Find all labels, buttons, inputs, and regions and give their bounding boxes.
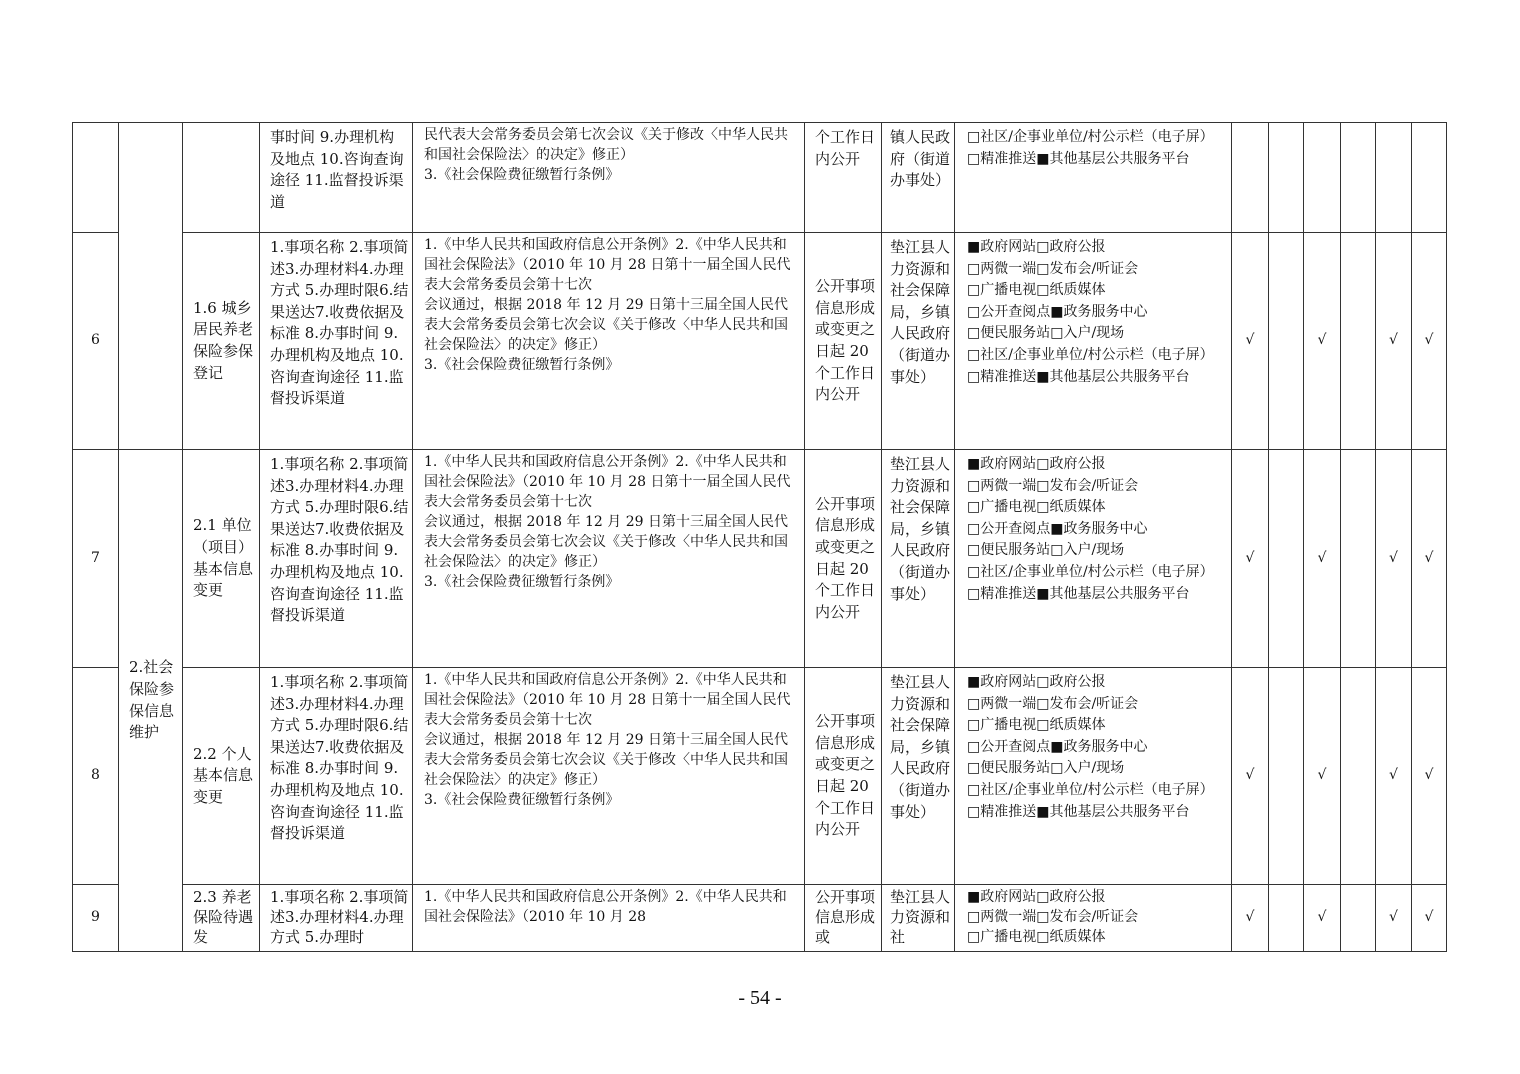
channel-line: □广播电视□纸质媒体 — [967, 717, 1106, 734]
tick-cell — [1341, 885, 1376, 952]
channel-line: □精准推送■其他基层公共服务平台 — [967, 150, 1190, 167]
tick-cell: √ — [1304, 668, 1341, 885]
basis-line: 会议通过，根据 2018 年 12 月 29 日第十三届全国人民代表大会常务委员会第七次会议《关于修改〈中华人民共和国社会保险法〉的决定》修正） — [424, 297, 788, 353]
disclosure-content: 1.事项名称 2.事项简述3.办理材料4.办理方式 5.办理时限6.结果送达7.收费依据及标准 8.办事时间 9.办理机构及地点 10.咨询查询途径 11.监督投诉渠道 — [260, 450, 413, 668]
tick-cell — [1304, 123, 1341, 233]
tick-cell — [1341, 668, 1376, 885]
disclosure-content: 1.事项名称 2.事项简述3.办理材料4.办理方式 5.办理时限6.结果送达7.收费依据及标准 8.办事时间 9.办理机构及地点 10.咨询查询途径 11.监督投诉渠道 — [260, 668, 413, 885]
channel-line: □社区/企事业单位/村公示栏（电子屏） — [967, 129, 1214, 145]
channel-line: □精准推送■其他基层公共服务平台 — [967, 585, 1190, 602]
disclosure-time: 个工作日内公开 — [805, 123, 882, 233]
disclosure-channels — [955, 885, 1232, 952]
tick-cell: √ — [1232, 668, 1269, 885]
channel-line: □精准推送■其他基层公共服务平台 — [967, 368, 1190, 385]
disclosure-time: 公开事项信息形成或 — [805, 885, 882, 952]
category-group: 2.社会保险参保信息维护 — [119, 450, 183, 952]
channel-line: □两微一端□发布会/听证会 — [967, 909, 1139, 925]
tick-cell — [1376, 123, 1412, 233]
disclosure-channels — [955, 450, 1232, 668]
page-number: - 54 - — [738, 987, 782, 1009]
disclosure-basis — [413, 123, 805, 233]
channel-line: □广播电视□纸质媒体 — [967, 499, 1106, 516]
basis-line: 1.《中华人民共和国政府信息公开条例》2.《中华人民共和国社会保险法》（2010 年 10 月 28 日第十一届全国人民代表大会常务委员会第十七次 — [424, 237, 791, 293]
basis-line: 1.《中华人民共和国政府信息公开条例》2.《中华人民共和国社会保险法》（2010 年 10 月 28 日第十一届全国人民代表大会常务委员会第十七次 — [424, 454, 791, 510]
basis-line: 1.《中华人民共和国政府信息公开条例》2.《中华人民共和国社会保险法》（2010 年 10 月 28 — [424, 889, 787, 925]
tick-cell: √ — [1376, 233, 1412, 450]
table-row — [73, 885, 1447, 952]
channel-line: □公开查阅点■政务服务中心 — [967, 738, 1148, 755]
basis-line: 1.《中华人民共和国政府信息公开条例》2.《中华人民共和国社会保险法》（2010 年 10 月 28 日第十一届全国人民代表大会常务委员会第十七次 — [424, 672, 791, 728]
disclosure-basis — [413, 450, 805, 668]
channel-line: □广播电视□纸质媒体 — [967, 282, 1106, 299]
channel-line: □广播电视□纸质媒体 — [967, 929, 1106, 945]
channel-line: ■政府网站□政府公报 — [967, 889, 1106, 905]
table-row — [73, 233, 1447, 450]
disclosure-table — [72, 122, 1447, 952]
channel-line: □便民服务站□入户/现场 — [967, 760, 1125, 777]
tick-cell: √ — [1232, 450, 1269, 668]
channel-line: □便民服务站□入户/现场 — [967, 542, 1125, 559]
disclosure-basis — [413, 668, 805, 885]
tick-cell — [1412, 123, 1447, 233]
channel-line: □便民服务站□入户/现场 — [967, 325, 1125, 342]
tick-cell: √ — [1304, 450, 1341, 668]
row-seq: 8 — [73, 668, 119, 885]
channel-line: □两微一端□发布会/听证会 — [967, 260, 1139, 277]
tick-cell: √ — [1412, 233, 1447, 450]
item-name — [183, 123, 260, 233]
disclosure-content: 事时间 9.办理机构及地点 10.咨询查询途径 11.监督投诉渠道 — [260, 123, 413, 233]
disclosure-subject: 垫江县人力资源和社会保障局，乡镇人民政府（街道办事处） — [882, 668, 955, 885]
disclosure-time: 公开事项信息形成或变更之日起 20 个工作日内公开 — [805, 450, 882, 668]
row-seq: 9 — [73, 885, 119, 952]
disclosure-content: 1.事项名称 2.事项简述3.办理材料4.办理方式 5.办理时 — [260, 885, 413, 952]
basis-line: 3.《社会保险费征缴暂行条例》 — [424, 574, 620, 590]
basis-line: 3.《社会保险费征缴暂行条例》 — [424, 167, 620, 183]
basis-line: 3.《社会保险费征缴暂行条例》 — [424, 357, 620, 373]
disclosure-basis — [413, 233, 805, 450]
tick-cell — [1341, 123, 1376, 233]
channel-line: □两微一端□发布会/听证会 — [967, 477, 1139, 494]
tick-cell: √ — [1232, 885, 1269, 952]
tick-cell — [1269, 450, 1304, 668]
disclosure-content: 1.事项名称 2.事项简述3.办理材料4.办理方式 5.办理时限6.结果送达7.收费依据及标准 8.办事时间 9.办理机构及地点 10.咨询查询途径 11.监督投诉渠道 — [260, 233, 413, 450]
channel-line: □社区/企事业单位/村公示栏（电子屏） — [967, 781, 1214, 798]
basis-line: 民代表大会常务委员会第七次会议《关于修改〈中华人民共和国社会保险法〉的决定》修正） — [424, 127, 788, 163]
disclosure-basis — [413, 885, 805, 952]
basis-line: 3.《社会保险费征缴暂行条例》 — [424, 792, 620, 808]
channel-line: □社区/企事业单位/村公示栏（电子屏） — [967, 346, 1214, 363]
disclosure-channels — [955, 233, 1232, 450]
table-row — [73, 123, 1447, 233]
tick-cell: √ — [1376, 450, 1412, 668]
disclosure-channels — [955, 123, 1232, 233]
item-name: 2.2 个人基本信息变更 — [183, 668, 260, 885]
tick-cell — [1269, 233, 1304, 450]
channel-line: □社区/企事业单位/村公示栏（电子屏） — [967, 563, 1214, 580]
tick-cell: √ — [1412, 450, 1447, 668]
disclosure-subject: 镇人民政府（街道办事处） — [882, 123, 955, 233]
channel-line: □精准推送■其他基层公共服务平台 — [967, 803, 1190, 820]
category-cell-previous — [119, 123, 183, 450]
tick-cell: √ — [1412, 885, 1447, 952]
tick-cell: √ — [1376, 668, 1412, 885]
channel-line: ■政府网站□政府公报 — [967, 456, 1106, 472]
channel-line: ■政府网站□政府公报 — [967, 239, 1106, 255]
tick-cell: √ — [1304, 233, 1341, 450]
table-row — [73, 668, 1447, 885]
tick-cell: √ — [1412, 668, 1447, 885]
tick-cell — [1269, 885, 1304, 952]
tick-cell — [1269, 123, 1304, 233]
disclosure-subject: 垫江县人力资源和社会保障局，乡镇人民政府（街道办事处） — [882, 233, 955, 450]
basis-line: 会议通过，根据 2018 年 12 月 29 日第十三届全国人民代表大会常务委员会第七次会议《关于修改〈中华人民共和国社会保险法〉的决定》修正） — [424, 514, 788, 570]
tick-cell: √ — [1304, 885, 1341, 952]
tick-cell: √ — [1232, 233, 1269, 450]
table-row — [73, 450, 1447, 668]
channel-line: □公开查阅点■政务服务中心 — [967, 303, 1148, 320]
tick-cell — [1341, 450, 1376, 668]
disclosure-channels — [955, 668, 1232, 885]
basis-line: 会议通过，根据 2018 年 12 月 29 日第十三届全国人民代表大会常务委员会第七次会议《关于修改〈中华人民共和国社会保险法〉的决定》修正） — [424, 732, 788, 788]
tick-cell: √ — [1376, 885, 1412, 952]
row-seq: 6 — [73, 233, 119, 450]
tick-cell — [1269, 668, 1304, 885]
tick-cell — [1232, 123, 1269, 233]
tick-cell — [1341, 233, 1376, 450]
item-name: 1.6 城乡居民养老保险参保登记 — [183, 233, 260, 450]
channel-line: ■政府网站□政府公报 — [967, 674, 1106, 690]
row-seq: 7 — [73, 450, 119, 668]
item-name: 2.1 单位（项目）基本信息变更 — [183, 450, 260, 668]
channel-line: □两微一端□发布会/听证会 — [967, 695, 1139, 712]
row-seq — [73, 123, 119, 233]
disclosure-time: 公开事项信息形成或变更之日起 20 个工作日内公开 — [805, 233, 882, 450]
item-name: 2.3 养老保险待遇发 — [183, 885, 260, 952]
disclosure-time: 公开事项信息形成或变更之日起 20 个工作日内公开 — [805, 668, 882, 885]
disclosure-subject: 垫江县人力资源和社会保障局，乡镇人民政府（街道办事处） — [882, 450, 955, 668]
disclosure-subject: 垫江县人力资源和社 — [882, 885, 955, 952]
channel-line: □公开查阅点■政务服务中心 — [967, 520, 1148, 537]
